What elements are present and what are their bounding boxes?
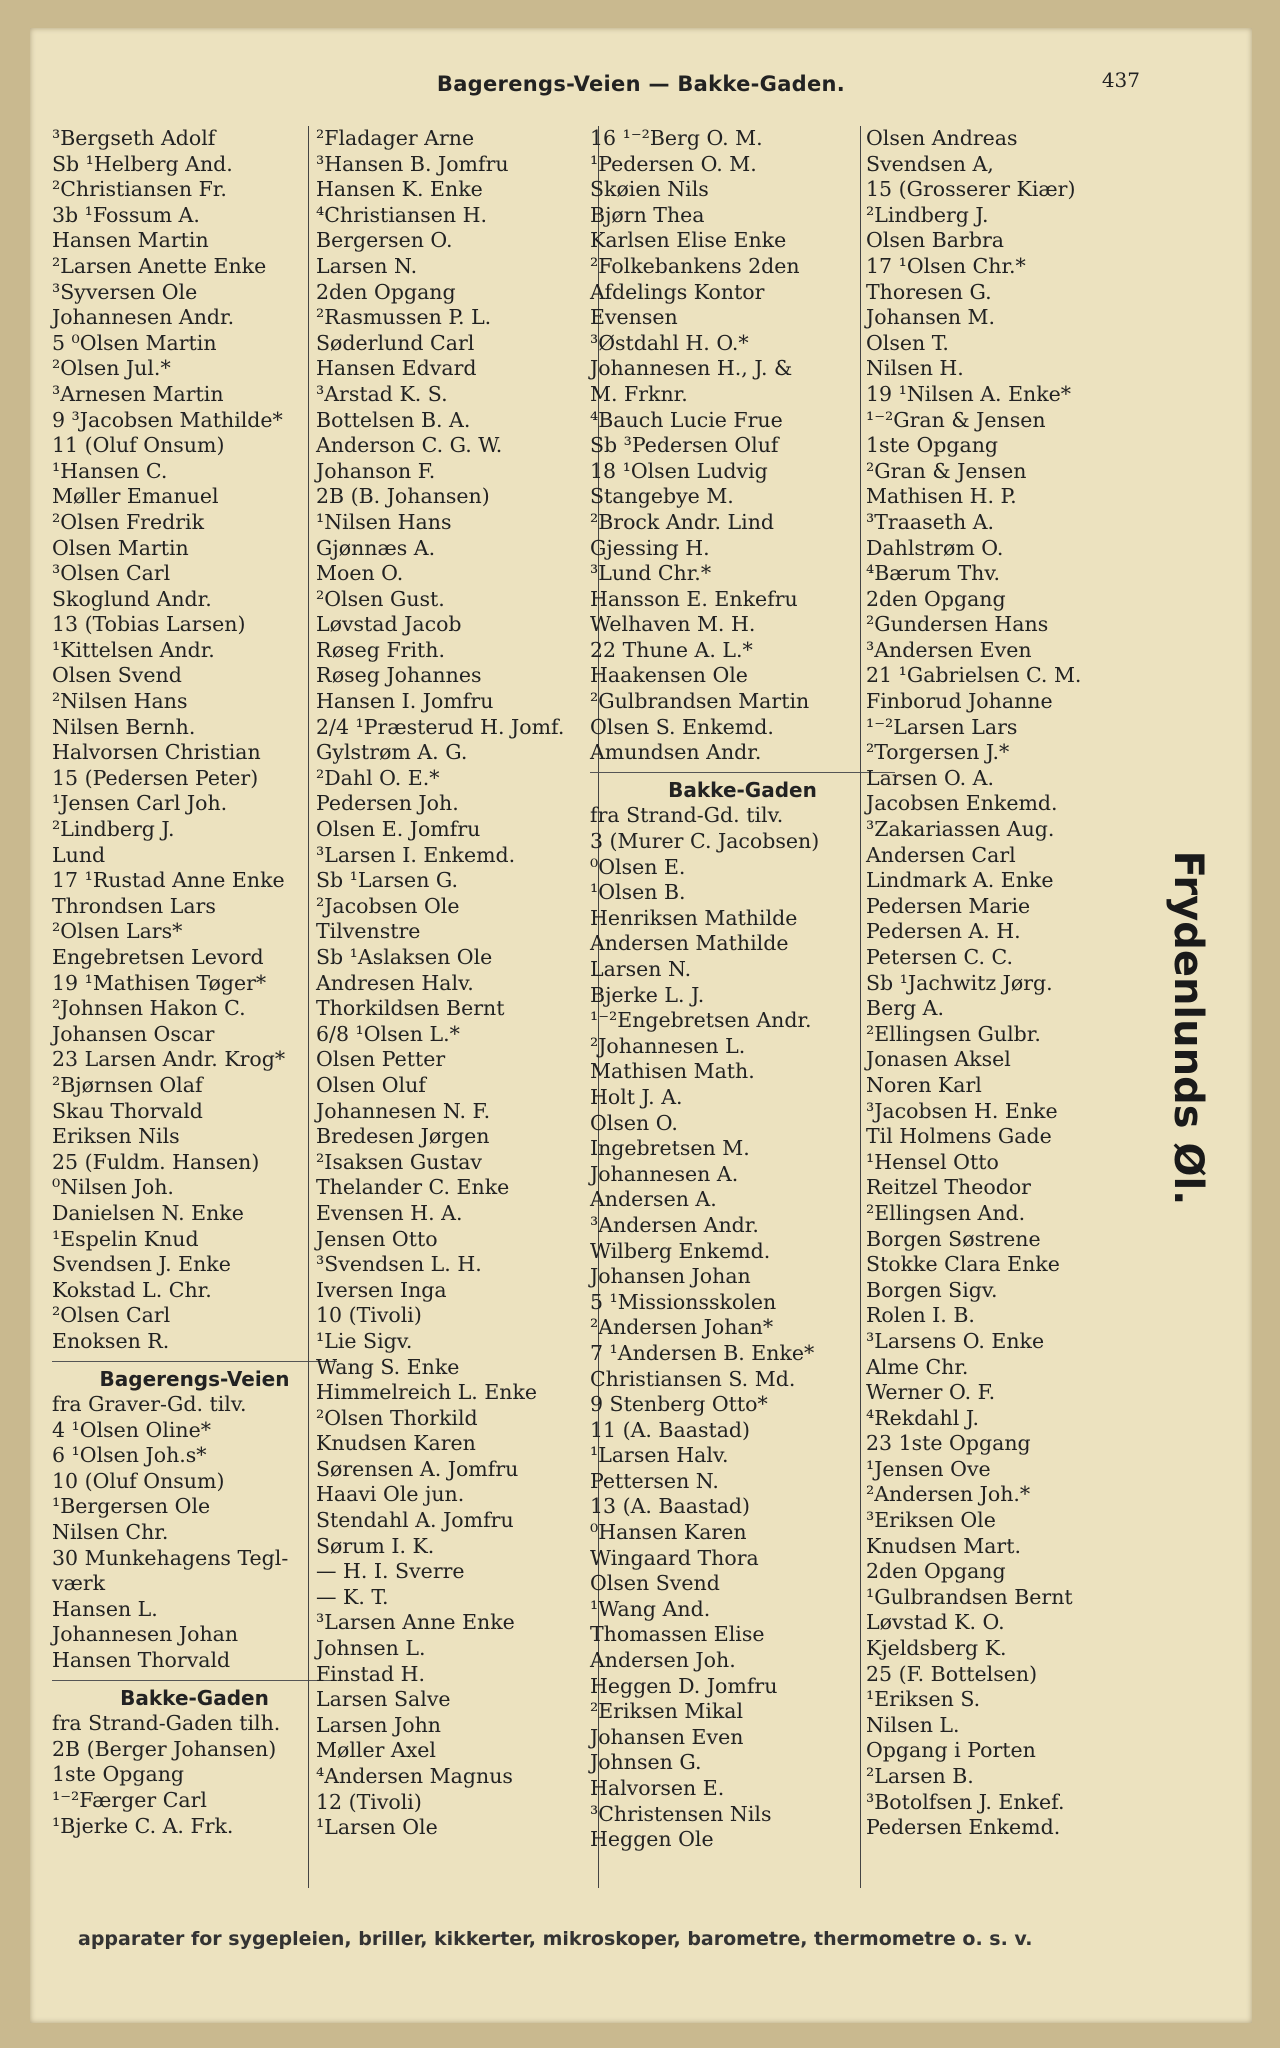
directory-entry: ³Syversen Ole bbox=[52, 279, 198, 304]
directory-entry: Borgen Sigv. bbox=[866, 1277, 998, 1302]
directory-entry: Iversen Inga bbox=[316, 1277, 447, 1302]
directory-entry: ²Johnsen Hakon C. bbox=[52, 996, 246, 1021]
directory-entry: ²Larsen B. bbox=[866, 1764, 974, 1788]
directory-entry: Sørensen A. Jomfru bbox=[316, 1456, 519, 1481]
directory-entry: ¹Kittelsen Andr. bbox=[52, 637, 215, 662]
directory-entry: Hansen K. Enke bbox=[316, 177, 483, 202]
directory-entry: Sb ¹Larsen G. bbox=[316, 868, 459, 893]
directory-entry: ¹⁻²Larsen Lars bbox=[866, 714, 1018, 739]
directory-entry: ¹Hensel Otto bbox=[866, 1149, 999, 1174]
directory-entry: Olsen E. Jomfru bbox=[316, 817, 481, 842]
directory-entry: Amundsen Andr. bbox=[590, 740, 762, 765]
directory-entry: Himmelreich L. Enke bbox=[316, 1380, 538, 1405]
directory-entry: værk bbox=[52, 1571, 106, 1596]
directory-entry: Jensen Otto bbox=[316, 1226, 438, 1251]
directory-entry: 5 ¹Missionsskolen bbox=[590, 1289, 777, 1314]
directory-entry: ³Østdahl H. O.* bbox=[590, 330, 749, 355]
directory-entry: 2den Opgang bbox=[316, 279, 456, 304]
directory-entry: Andersen Mathilde bbox=[590, 931, 789, 956]
directory-entry: ²Christiansen Fr. bbox=[52, 177, 227, 202]
directory-entry: ³Larsen I. Enkemd. bbox=[316, 842, 516, 867]
directory-entry: Ingebretsen M. bbox=[590, 1136, 750, 1161]
directory-entry: 9 Stenberg Otto* bbox=[590, 1392, 768, 1417]
directory-entry: ¹Pedersen O. M. bbox=[590, 151, 757, 176]
directory-entry: ²Isaksen Gustav bbox=[316, 1149, 482, 1174]
directory-entry: Stangebye M. bbox=[590, 484, 734, 509]
directory-entry: — K. T. bbox=[316, 1584, 389, 1609]
directory-entry: Olsen Svend bbox=[52, 663, 182, 688]
directory-entry: 4 ¹Olsen Oline* bbox=[52, 1417, 212, 1442]
directory-entry: Nilsen H. bbox=[866, 356, 964, 381]
directory-entry: ¹Jensen Ove bbox=[866, 1456, 991, 1481]
directory-entry: Olsen S. Enkemd. bbox=[590, 714, 774, 739]
directory-entry: ³Traaseth A. bbox=[866, 509, 995, 534]
directory-entry: 23 1ste Opgang bbox=[866, 1431, 1031, 1456]
directory-entry: Svendsen A, bbox=[866, 151, 994, 176]
directory-entry: ⁰Olsen E. bbox=[590, 854, 686, 879]
directory-entry: Bredesen Jørgen bbox=[316, 1124, 490, 1149]
directory-entry: Andersen A. bbox=[590, 1187, 717, 1212]
directory-entry: Knudsen Mart. bbox=[866, 1533, 1021, 1558]
directory-entry: Til Holmens Gade bbox=[866, 1124, 1052, 1149]
directory-entry: Nilsen L. bbox=[866, 1712, 960, 1737]
directory-entry: 30 Munkehagens Tegl- bbox=[52, 1545, 289, 1570]
directory-entry: ³Svendsen L. H. bbox=[316, 1252, 482, 1277]
directory-entry: 11 (A. Baastad) bbox=[590, 1417, 751, 1442]
directory-entry: Haakensen Ole bbox=[590, 663, 748, 688]
directory-entry: Mathisen Math. bbox=[590, 1059, 755, 1084]
directory-entry: ¹Nilsen Hans bbox=[316, 509, 452, 534]
directory-entry: ³Botolfsen J. Enkef. bbox=[866, 1789, 1065, 1814]
directory-entry: Pedersen Enkemd. bbox=[866, 1815, 1061, 1840]
directory-entry: ⁴Andersen Magnus bbox=[316, 1764, 513, 1788]
directory-entry: Andersen Carl bbox=[866, 842, 1016, 867]
directory-entry: ³Andersen Andr. bbox=[590, 1212, 759, 1237]
directory-entry: Mathisen H. P. bbox=[866, 484, 1017, 509]
section-rule bbox=[52, 1361, 337, 1362]
directory-entry: Hansen Thorvald bbox=[52, 1648, 231, 1673]
directory-entry: Olsen Andreas bbox=[866, 126, 1018, 150]
directory-entry: 7 ¹Andersen B. Enke* bbox=[590, 1340, 815, 1365]
directory-entry: Eriksen Nils bbox=[52, 1124, 180, 1149]
directory-entry: Røseg Frith. bbox=[316, 637, 445, 662]
directory-entry: Hansen Edvard bbox=[316, 356, 477, 381]
directory-entry: Olsen Barbra bbox=[866, 228, 1004, 253]
directory-page bbox=[30, 28, 1252, 2023]
directory-entry: Nilsen Bernh. bbox=[52, 714, 196, 739]
directory-entry: ¹Larsen Ole bbox=[316, 1815, 438, 1840]
directory-entry: ²Folkebankens 2den bbox=[590, 253, 800, 278]
directory-entry: 6 ¹Olsen Joh.s* bbox=[52, 1443, 207, 1468]
section-heading: Bakke-Gaden bbox=[668, 777, 817, 802]
directory-entry: ¹Espelin Knud bbox=[52, 1226, 199, 1251]
directory-entry: Reitzel Theodor bbox=[866, 1175, 1031, 1200]
directory-entry: Stokke Clara Enke bbox=[866, 1252, 1060, 1277]
directory-entry: 16 ¹⁻²Berg O. M. bbox=[590, 126, 763, 150]
directory-entry: Olsen Petter bbox=[316, 1047, 446, 1072]
directory-entry: 1ste Opgang bbox=[866, 433, 999, 458]
directory-entry: ³Olsen Carl bbox=[52, 561, 171, 586]
directory-entry: Bergersen O. bbox=[316, 228, 453, 253]
directory-entry: 13 (A. Baastad) bbox=[590, 1494, 751, 1519]
directory-entry: Olsen O. bbox=[590, 1110, 678, 1135]
directory-entry: Søderlund Carl bbox=[316, 330, 475, 355]
directory-entry: Sørum I. K. bbox=[316, 1533, 435, 1558]
directory-entry: Johannesen N. F. bbox=[316, 1098, 491, 1123]
directory-entry: Karlsen Elise Enke bbox=[590, 228, 787, 253]
directory-entry: Alme Chr. bbox=[866, 1354, 969, 1379]
directory-entry: Petersen C. C. bbox=[866, 945, 1014, 969]
directory-entry: Enoksen R. bbox=[52, 1328, 170, 1353]
directory-entry: Thoresen G. bbox=[866, 279, 992, 304]
directory-entry: ⁴Christiansen H. bbox=[316, 202, 487, 227]
directory-entry: 19 ¹Mathisen Tøger* bbox=[52, 970, 267, 995]
directory-entry: Bjerke L. J. bbox=[590, 982, 705, 1007]
directory-entry: ¹Bergersen Ole bbox=[52, 1494, 211, 1519]
directory-entry: ³Arstad K. S. bbox=[316, 381, 448, 406]
directory-entry: ²Jacobsen Ole bbox=[316, 893, 460, 918]
directory-entry: fra Graver-Gd. tilv. bbox=[52, 1392, 247, 1417]
footer-advertisement: apparater for sygepleien, briller, kikkerter, mikroskoper, barometre, thermometre o. s. v. bbox=[78, 1928, 1033, 1950]
directory-entry: ²Larsen Anette Enke bbox=[52, 253, 267, 278]
directory-entry: Finstad H. bbox=[316, 1661, 425, 1686]
section-heading: Bagerengs-Veien bbox=[99, 1366, 290, 1391]
directory-entry: Sb ¹Jachwitz Jørg. bbox=[866, 970, 1053, 995]
directory-entry: Bjørn Thea bbox=[590, 202, 705, 227]
directory-entry: ¹Bjerke C. A. Frk. bbox=[52, 1813, 234, 1838]
directory-entry: ²Brock Andr. Lind bbox=[590, 509, 775, 534]
directory-entry: 12 (Tivoli) bbox=[316, 1789, 422, 1814]
directory-entry: 13 (Tobias Larsen) bbox=[52, 612, 246, 637]
directory-entry: Skoglund Andr. bbox=[52, 586, 212, 611]
directory-entry: 15 (Pedersen Peter) bbox=[52, 765, 259, 790]
directory-entry: Berg A. bbox=[866, 996, 944, 1021]
directory-entry: ²Andersen Johan* bbox=[590, 1315, 774, 1340]
directory-entry: ²Olsen Fredrik bbox=[52, 509, 205, 534]
directory-entry: Pedersen Joh. bbox=[316, 791, 459, 816]
directory-entry: ²Bjørnsen Olaf bbox=[52, 1072, 203, 1097]
directory-entry: Christiansen S. Md. bbox=[590, 1366, 796, 1391]
directory-entry: ²Ellingsen And. bbox=[866, 1200, 1026, 1225]
directory-entry: Henriksen Mathilde bbox=[590, 905, 798, 930]
directory-entry: ¹⁻²Gran & Jensen bbox=[866, 407, 1046, 432]
directory-entry: 18 ¹Olsen Ludvig bbox=[590, 458, 768, 483]
directory-entry: Skau Thorvald bbox=[52, 1098, 203, 1123]
directory-entry: ²Gran & Jensen bbox=[866, 458, 1027, 483]
directory-entry: Dahlstrøm O. bbox=[866, 535, 1004, 560]
directory-entry: Hansen Martin bbox=[52, 228, 209, 253]
directory-entry: Olsen Oluf bbox=[316, 1072, 426, 1097]
directory-entry: Wilberg Enkemd. bbox=[590, 1238, 771, 1263]
directory-entry: Larsen John bbox=[316, 1712, 441, 1737]
directory-entry: Hansson E. Enkefru bbox=[590, 586, 798, 611]
directory-entry: Welhaven M. H. bbox=[590, 612, 756, 637]
directory-entry: ²Eriksen Mikal bbox=[590, 1699, 744, 1724]
directory-entry: Danielsen N. Enke bbox=[52, 1200, 244, 1225]
directory-entry: Johannesen H., J. & bbox=[590, 356, 793, 381]
directory-entry: ¹⁻²Færger Carl bbox=[52, 1788, 207, 1812]
directory-entry: Borgen Søstrene bbox=[866, 1226, 1041, 1251]
directory-entry: 10 (Tivoli) bbox=[316, 1303, 422, 1328]
directory-entry: ³Arnesen Martin bbox=[52, 381, 224, 406]
directory-entry: ²Johannesen L. bbox=[590, 1033, 746, 1058]
advertisement-side-label bbox=[1165, 850, 1211, 1206]
directory-entry: Pedersen A. H. bbox=[866, 919, 1021, 944]
page-header-title: Bagerengs-Veien — Bakke-Gaden. bbox=[436, 72, 846, 96]
page-number: 437 bbox=[1101, 68, 1140, 92]
directory-entry: 22 Thune A. L.* bbox=[590, 637, 753, 662]
directory-entry: Finborud Johanne bbox=[866, 689, 1053, 714]
directory-entry: 17 ¹Rustad Anne Enke bbox=[52, 868, 285, 893]
column-4 bbox=[866, 126, 1186, 1841]
directory-entry: ²Lindberg J. bbox=[52, 817, 175, 842]
directory-entry: ²Fladager Arne bbox=[316, 126, 475, 150]
directory-entry: 17 ¹Olsen Chr.* bbox=[866, 253, 1026, 278]
section-heading: Bakke-Gaden bbox=[120, 1685, 269, 1710]
directory-entry: 21 ¹Gabrielsen C. M. bbox=[866, 663, 1082, 688]
directory-entry: Evensen H. A. bbox=[316, 1200, 463, 1225]
directory-entry: Thomassen Elise bbox=[590, 1622, 765, 1647]
directory-entry: — H. I. Sverre bbox=[316, 1559, 465, 1584]
directory-entry: fra Strand-Gaden tilh. bbox=[52, 1711, 281, 1736]
directory-entry: 3 (Murer C. Jacobsen) bbox=[590, 829, 820, 854]
directory-entry: Larsen Salve bbox=[316, 1687, 451, 1712]
directory-entry: ¹Olsen B. bbox=[590, 880, 686, 905]
directory-entry: Andersen Joh. bbox=[590, 1648, 736, 1673]
directory-entry: Stendahl A. Jomfru bbox=[316, 1508, 514, 1533]
directory-entry: ³Larsens O. Enke bbox=[866, 1328, 1045, 1353]
directory-entry: Throndsen Lars bbox=[52, 893, 216, 918]
directory-entry: 1ste Opgang bbox=[52, 1762, 185, 1787]
directory-entry: Rolen I. B. bbox=[866, 1303, 975, 1328]
directory-entry: 11 (Oluf Onsum) bbox=[52, 433, 225, 458]
directory-entry: ²Gundersen Hans bbox=[866, 612, 1049, 637]
directory-entry: ⁴Rekdahl J. bbox=[866, 1405, 979, 1430]
directory-entry: ⁴Bærum Thv. bbox=[866, 561, 1001, 586]
directory-entry: Engebretsen Levord bbox=[52, 945, 264, 969]
directory-entry: Løvstad K. O. bbox=[866, 1610, 1005, 1635]
directory-entry: Thelander C. Enke bbox=[316, 1175, 510, 1200]
directory-entry: Johnsen G. bbox=[590, 1750, 702, 1775]
directory-entry: ³Hansen B. Jomfru bbox=[316, 151, 509, 176]
directory-entry: Johansen Even bbox=[590, 1724, 744, 1749]
directory-entry: Opgang i Porten bbox=[866, 1738, 1036, 1763]
directory-entry: ⁴Bauch Lucie Frue bbox=[590, 407, 783, 432]
directory-entry: Halvorsen E. bbox=[590, 1776, 725, 1800]
directory-entry: Røseg Johannes bbox=[316, 663, 482, 688]
directory-entry: Larsen O. A. bbox=[866, 765, 994, 790]
directory-entry: Bottelsen B. A. bbox=[316, 407, 471, 432]
directory-entry: Gjønnæs A. bbox=[316, 535, 436, 560]
directory-entry: Jacobsen Enkemd. bbox=[866, 791, 1058, 816]
directory-entry: ⁰Nilsen Joh. bbox=[52, 1175, 174, 1200]
column-3 bbox=[590, 126, 895, 1853]
directory-entry: Wang S. Enke bbox=[316, 1354, 460, 1379]
directory-entry: Anderson C. G. W. bbox=[316, 433, 503, 458]
directory-entry: Moen O. bbox=[316, 561, 404, 586]
directory-entry: Nilsen Chr. bbox=[52, 1520, 169, 1545]
directory-entry: Sb ¹Aslaksen Ole bbox=[316, 945, 493, 969]
directory-entry: Heggen Ole bbox=[590, 1827, 714, 1852]
directory-entry: 2den Opgang bbox=[866, 1559, 1006, 1584]
directory-entry: ¹Larsen Halv. bbox=[590, 1443, 729, 1468]
directory-entry: Møller Emanuel bbox=[52, 484, 219, 509]
directory-entry: Lund bbox=[52, 842, 106, 867]
column-divider bbox=[860, 126, 861, 1888]
directory-entry: 2B (B. Johansen) bbox=[316, 484, 490, 509]
directory-entry: ³Bergseth Adolf bbox=[52, 126, 216, 150]
directory-entry: ³Larsen Anne Enke bbox=[316, 1610, 515, 1635]
directory-entry: Løvstad Jacob bbox=[316, 612, 462, 637]
directory-entry: ²Olsen Carl bbox=[52, 1303, 171, 1328]
directory-entry: Evensen bbox=[590, 305, 678, 330]
directory-entry: ³Christensen Nils bbox=[590, 1801, 772, 1826]
directory-entry: Larsen N. bbox=[590, 957, 692, 981]
directory-entry: Gylstrøm A. G. bbox=[316, 740, 468, 765]
directory-entry: ²Olsen Thorkild bbox=[316, 1405, 478, 1430]
directory-entry: ¹Hansen C. bbox=[52, 458, 168, 483]
directory-entry: Lindmark A. Enke bbox=[866, 868, 1054, 893]
directory-entry: ²Torgersen J.* bbox=[866, 740, 1010, 765]
directory-entry: ³Andersen Even bbox=[866, 637, 1032, 662]
directory-entry: M. Frknr. bbox=[590, 381, 688, 406]
directory-entry: 2den Opgang bbox=[866, 586, 1006, 611]
directory-entry: Johannesen Andr. bbox=[52, 305, 235, 330]
directory-entry: ²Dahl O. E.* bbox=[316, 765, 440, 790]
directory-entry: 6/8 ¹Olsen L.* bbox=[316, 1021, 460, 1046]
directory-entry: Wingaard Thora bbox=[590, 1545, 759, 1570]
directory-entry: 9 ³Jacobsen Mathilde* bbox=[52, 407, 283, 432]
directory-entry: Johansen Oscar bbox=[52, 1021, 215, 1046]
directory-entry: Noren Karl bbox=[866, 1072, 982, 1097]
column-1 bbox=[52, 126, 337, 1839]
directory-entry: ³Zakariassen Aug. bbox=[866, 817, 1055, 842]
directory-entry: Johansen M. bbox=[866, 305, 996, 330]
directory-entry: Olsen Martin bbox=[52, 535, 189, 560]
directory-entry: Sb ¹Helberg And. bbox=[52, 151, 233, 176]
directory-entry: ²Rasmussen P. L. bbox=[316, 305, 492, 330]
directory-entry: ²Nilsen Hans bbox=[52, 689, 188, 714]
directory-entry: ²Lindberg J. bbox=[866, 202, 989, 227]
directory-entry: Larsen N. bbox=[316, 253, 418, 278]
directory-entry: ²Gulbrandsen Martin bbox=[590, 689, 810, 714]
directory-entry: Sb ³Pedersen Oluf bbox=[590, 433, 779, 458]
directory-entry: ¹Gulbrandsen Bernt bbox=[866, 1584, 1073, 1609]
directory-entry: Jonasen Aksel bbox=[866, 1047, 1011, 1072]
directory-entry: ⁰Hansen Karen bbox=[590, 1520, 747, 1545]
directory-entry: Tilvenstre bbox=[316, 919, 421, 944]
directory-entry: 10 (Oluf Onsum) bbox=[52, 1468, 225, 1493]
directory-entry: Thorkildsen Bernt bbox=[316, 996, 505, 1021]
directory-entry: Halvorsen Christian bbox=[52, 740, 261, 765]
directory-entry: ¹Wang And. bbox=[590, 1596, 711, 1621]
directory-entry: Johannesen Johan bbox=[52, 1622, 239, 1647]
directory-entry: Afdelings Kontor bbox=[590, 279, 765, 304]
directory-entry: ¹⁻²Engebretsen Andr. bbox=[590, 1008, 812, 1033]
directory-entry: Werner O. F. bbox=[866, 1380, 996, 1405]
directory-entry: ³Eriksen Ole bbox=[866, 1508, 996, 1533]
directory-entry: ²Olsen Gust. bbox=[316, 586, 445, 611]
directory-entry: Kjeldsberg K. bbox=[866, 1636, 1007, 1661]
directory-entry: Olsen T. bbox=[866, 330, 949, 355]
directory-entry: ¹Lie Sigv. bbox=[316, 1328, 413, 1353]
directory-entry: Kokstad L. Chr. bbox=[52, 1277, 212, 1302]
directory-entry: Skøien Nils bbox=[590, 177, 709, 202]
column-divider bbox=[308, 126, 309, 1888]
directory-entry: Gjessing H. bbox=[590, 535, 710, 560]
directory-entry: Svendsen J. Enke bbox=[52, 1252, 231, 1277]
directory-entry: Pettersen N. bbox=[590, 1468, 719, 1493]
directory-entry: 3b ¹Fossum A. bbox=[52, 202, 200, 227]
directory-entry: Hansen L. bbox=[52, 1596, 158, 1621]
directory-entry: 2B (Berger Johansen) bbox=[52, 1736, 277, 1761]
section-rule bbox=[52, 1680, 337, 1681]
column-2 bbox=[316, 126, 626, 1841]
directory-entry: ²Olsen Jul.* bbox=[52, 356, 171, 381]
directory-entry: 5 ⁰Olsen Martin bbox=[52, 330, 217, 355]
directory-entry: ¹Eriksen S. bbox=[866, 1687, 981, 1712]
directory-entry: Holt J. A. bbox=[590, 1084, 683, 1109]
directory-entry: Johanson F. bbox=[316, 458, 436, 483]
side-label-text: Frydenlunds Øl. bbox=[1165, 850, 1211, 1206]
directory-entry: Olsen Svend bbox=[590, 1571, 720, 1596]
directory-entry: Johannesen A. bbox=[590, 1161, 739, 1186]
directory-entry: Haavi Ole jun. bbox=[316, 1482, 465, 1507]
directory-entry: ³Jacobsen H. Enke bbox=[866, 1098, 1058, 1123]
directory-entry: Johnsen L. bbox=[316, 1636, 426, 1661]
directory-entry: 23 Larsen Andr. Krog* bbox=[52, 1047, 286, 1072]
directory-entry: ²Andersen Joh.* bbox=[866, 1482, 1031, 1507]
directory-entry: Hansen I. Jomfru bbox=[316, 689, 494, 714]
directory-entry: 25 (Fuldm. Hansen) bbox=[52, 1149, 260, 1174]
directory-entry: Møller Axel bbox=[316, 1738, 436, 1763]
directory-entry: 19 ¹Nilsen A. Enke* bbox=[866, 381, 1072, 406]
directory-entry: Heggen D. Jomfru bbox=[590, 1673, 778, 1698]
directory-entry: ³Lund Chr.* bbox=[590, 561, 712, 586]
directory-entry: Knudsen Karen bbox=[316, 1431, 476, 1456]
directory-entry: Pedersen Marie bbox=[866, 893, 1031, 918]
directory-entry: ²Ellingsen Gulbr. bbox=[866, 1021, 1041, 1046]
directory-entry: fra Strand-Gd. tilv. bbox=[590, 803, 784, 828]
directory-entry: Andresen Halv. bbox=[316, 970, 474, 995]
section-rule bbox=[590, 772, 895, 773]
directory-entry: 2/4 ¹Præsterud H. Jomf. bbox=[316, 714, 565, 739]
directory-entry: ¹Jensen Carl Joh. bbox=[52, 791, 228, 816]
directory-entry: ²Olsen Lars* bbox=[52, 919, 183, 944]
directory-entry: Johansen Johan bbox=[590, 1264, 751, 1289]
directory-entry: 15 (Grosserer Kiær) bbox=[866, 177, 1076, 202]
directory-entry: 25 (F. Bottelsen) bbox=[866, 1661, 1038, 1686]
